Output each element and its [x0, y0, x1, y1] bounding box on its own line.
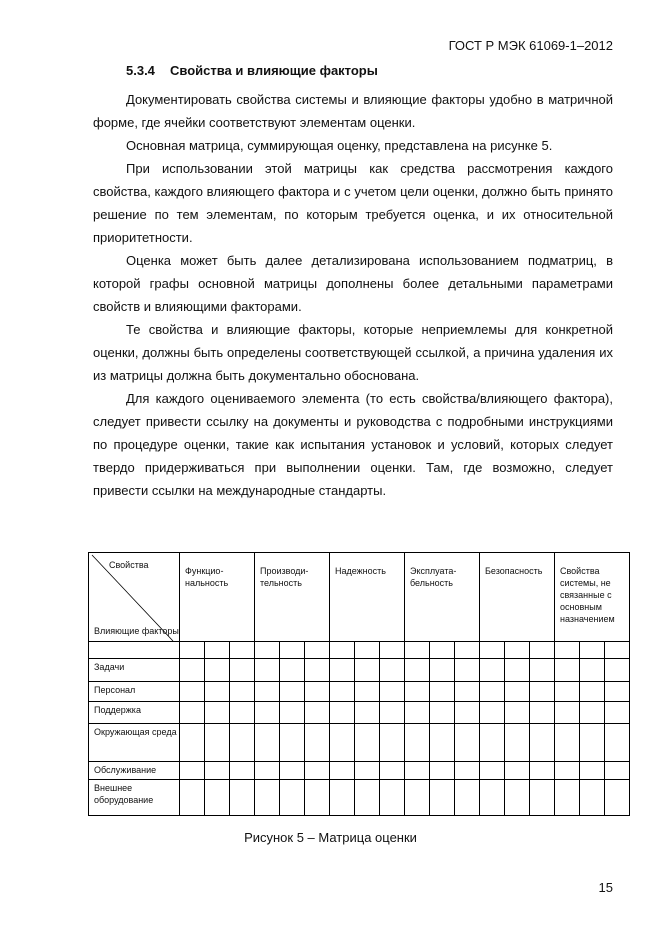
matrix-cell — [380, 724, 405, 762]
matrix-cell — [580, 780, 605, 816]
matrix-cell — [280, 659, 305, 682]
row-label: Обслуживание — [89, 762, 180, 780]
matrix-cell — [305, 780, 330, 816]
paragraph: Для каждого оцениваемого элемента (то есть свойства/влияющего фактора), следует привести ссылку на документы и руководства с подробными инструкциями по процедуре оценки, такие как испытания установок и условий, которых следует твердо придерживаться при выполнении оценки. Там, где возможно, следует привести ссылки на международные стандарты. — [93, 391, 613, 498]
matrix-cell — [505, 762, 530, 780]
matrix-cell — [180, 780, 205, 816]
matrix-cell — [580, 762, 605, 780]
matrix-cell — [230, 682, 255, 702]
matrix-corner-cell — [89, 553, 180, 642]
matrix-cell — [605, 642, 630, 659]
matrix-cell — [255, 642, 280, 659]
matrix-cell — [230, 702, 255, 724]
matrix-cell — [305, 702, 330, 724]
matrix-cell — [355, 682, 380, 702]
matrix-cell — [605, 682, 630, 702]
column-header: Свойства системы, не связанные с основным назначением — [555, 553, 630, 642]
matrix-cell — [580, 642, 605, 659]
matrix-cell — [405, 762, 430, 780]
matrix-cell — [480, 724, 505, 762]
corner-factors-label: Влияющие факторы — [94, 626, 179, 636]
matrix-row — [89, 659, 630, 682]
matrix-cell — [430, 642, 455, 659]
matrix-cell — [405, 780, 430, 816]
matrix-cell — [230, 762, 255, 780]
matrix-cell — [180, 702, 205, 724]
row-label — [89, 642, 180, 659]
matrix-cell — [555, 702, 580, 724]
matrix-cell — [330, 780, 355, 816]
matrix-cell — [355, 659, 380, 682]
matrix-cell — [355, 702, 380, 724]
matrix-cell — [205, 659, 230, 682]
matrix-cell — [580, 682, 605, 702]
matrix-cell — [555, 642, 580, 659]
matrix-cell — [330, 762, 355, 780]
matrix-cell — [605, 659, 630, 682]
section-number: 5.3.4 — [126, 63, 155, 78]
matrix-cell — [255, 762, 280, 780]
matrix-cell — [405, 659, 430, 682]
paragraph: При использовании этой матрицы как средства рассмотрения каждого свойства, каждого влияющего фактора и с учетом цели оценки, должно быть принято решение по тем элементам, по которым требуется оценка, и их относительной приоритетности. — [93, 161, 613, 245]
matrix-cell — [330, 659, 355, 682]
matrix-cell — [605, 762, 630, 780]
matrix-cell — [280, 642, 305, 659]
figure-caption: Рисунок 5 – Матрица оценки — [244, 830, 417, 845]
matrix-row — [89, 724, 630, 762]
matrix-row — [89, 642, 630, 659]
matrix-cell — [355, 642, 380, 659]
matrix-cell — [355, 724, 380, 762]
matrix-cell — [455, 682, 480, 702]
matrix-cell — [280, 682, 305, 702]
matrix-cell — [555, 724, 580, 762]
matrix-cell — [455, 724, 480, 762]
matrix-cell — [430, 702, 455, 724]
column-header: Эксплуата-бельность — [405, 553, 480, 642]
matrix-header-row — [89, 553, 630, 642]
matrix-cell — [455, 702, 480, 724]
matrix-cell — [255, 682, 280, 702]
matrix-cell — [205, 724, 230, 762]
matrix-cell — [380, 702, 405, 724]
matrix-cell — [255, 659, 280, 682]
matrix-cell — [230, 724, 255, 762]
row-label: Задачи — [89, 659, 180, 682]
matrix-cell — [580, 702, 605, 724]
matrix-row — [89, 702, 630, 724]
matrix-cell — [430, 780, 455, 816]
matrix-cell — [255, 724, 280, 762]
paragraph: Те свойства и влияющие факторы, которые неприемлемы для конкретной оценки, должны быть определены соответствующей ссылкой, а причина удаления их из матрицы должна быть документально обоснована. — [93, 322, 613, 383]
matrix-cell — [305, 642, 330, 659]
matrix-cell — [405, 724, 430, 762]
row-label: Персонал — [89, 682, 180, 702]
matrix-cell — [505, 780, 530, 816]
matrix-cell — [355, 780, 380, 816]
paragraph: Основная матрица, суммирующая оценку, представлена на рисунке 5. — [126, 138, 553, 153]
matrix-cell — [455, 642, 480, 659]
matrix-cell — [205, 642, 230, 659]
matrix-cell — [480, 642, 505, 659]
matrix-cell — [505, 682, 530, 702]
matrix-cell — [430, 682, 455, 702]
matrix-cell — [505, 659, 530, 682]
matrix-cell — [505, 724, 530, 762]
section-heading — [126, 63, 378, 78]
matrix-cell — [305, 762, 330, 780]
doc-code: ГОСТ Р МЭК 61069-1–2012 — [448, 38, 613, 53]
matrix-cell — [330, 642, 355, 659]
matrix-cell — [530, 762, 555, 780]
matrix-cell — [430, 762, 455, 780]
matrix-table — [88, 552, 630, 816]
matrix-cell — [330, 724, 355, 762]
matrix-cell — [255, 702, 280, 724]
matrix-cell — [555, 659, 580, 682]
matrix-cell — [280, 702, 305, 724]
page-number: 15 — [598, 880, 613, 895]
matrix-cell — [380, 682, 405, 702]
matrix-cell — [555, 762, 580, 780]
matrix-cell — [505, 702, 530, 724]
matrix-cell — [530, 682, 555, 702]
row-label: Внешнее оборудование — [89, 780, 180, 816]
assessment-matrix — [88, 552, 630, 816]
matrix-cell — [480, 702, 505, 724]
matrix-cell — [380, 659, 405, 682]
body-text — [93, 88, 613, 502]
matrix-row — [89, 762, 630, 780]
column-header: Производи-тельность — [255, 553, 330, 642]
paragraph: Оценка может быть далее детализирована использованием подматриц, в которой графы основной матрицы дополнены более детальными параметрами свойств и влияющими факторами. — [93, 253, 613, 314]
paragraph: Документировать свойства системы и влияющие факторы удобно в матричной форме, где ячейки соответствуют элементам оценки. — [93, 92, 613, 130]
matrix-cell — [205, 780, 230, 816]
row-label: Окружающая среда — [89, 724, 180, 762]
matrix-cell — [255, 780, 280, 816]
matrix-cell — [480, 682, 505, 702]
matrix-cell — [180, 642, 205, 659]
matrix-cell — [555, 780, 580, 816]
matrix-cell — [530, 724, 555, 762]
matrix-cell — [230, 659, 255, 682]
matrix-row — [89, 780, 630, 816]
column-header: Надежность — [330, 553, 405, 642]
section-title: Свойства и влияющие факторы — [170, 63, 378, 78]
row-label: Поддержка — [89, 702, 180, 724]
column-header: Безопасность — [480, 553, 555, 642]
matrix-cell — [180, 682, 205, 702]
matrix-cell — [555, 682, 580, 702]
matrix-cell — [455, 780, 480, 816]
matrix-cell — [305, 724, 330, 762]
matrix-cell — [480, 659, 505, 682]
matrix-cell — [380, 762, 405, 780]
corner-properties-label: Свойства — [109, 560, 149, 570]
matrix-cell — [530, 702, 555, 724]
matrix-cell — [355, 762, 380, 780]
matrix-cell — [380, 642, 405, 659]
matrix-row — [89, 682, 630, 702]
matrix-cell — [530, 642, 555, 659]
matrix-cell — [505, 642, 530, 659]
matrix-cell — [180, 724, 205, 762]
matrix-cell — [480, 762, 505, 780]
matrix-cell — [605, 780, 630, 816]
matrix-cell — [455, 762, 480, 780]
matrix-cell — [280, 780, 305, 816]
matrix-cell — [430, 724, 455, 762]
matrix-cell — [330, 702, 355, 724]
matrix-cell — [580, 724, 605, 762]
matrix-cell — [430, 659, 455, 682]
matrix-cell — [305, 659, 330, 682]
matrix-cell — [380, 780, 405, 816]
matrix-cell — [580, 659, 605, 682]
matrix-cell — [305, 682, 330, 702]
matrix-cell — [280, 762, 305, 780]
matrix-cell — [605, 724, 630, 762]
matrix-cell — [205, 762, 230, 780]
matrix-cell — [230, 642, 255, 659]
matrix-cell — [280, 724, 305, 762]
matrix-cell — [530, 659, 555, 682]
matrix-cell — [405, 682, 430, 702]
matrix-cell — [405, 702, 430, 724]
matrix-cell — [405, 642, 430, 659]
matrix-cell — [530, 780, 555, 816]
column-header: Функцио-нальность — [180, 553, 255, 642]
matrix-cell — [330, 682, 355, 702]
matrix-cell — [205, 702, 230, 724]
matrix-cell — [205, 682, 230, 702]
matrix-cell — [180, 659, 205, 682]
matrix-cell — [480, 780, 505, 816]
matrix-cell — [180, 762, 205, 780]
matrix-cell — [230, 780, 255, 816]
matrix-cell — [455, 659, 480, 682]
matrix-cell — [605, 702, 630, 724]
